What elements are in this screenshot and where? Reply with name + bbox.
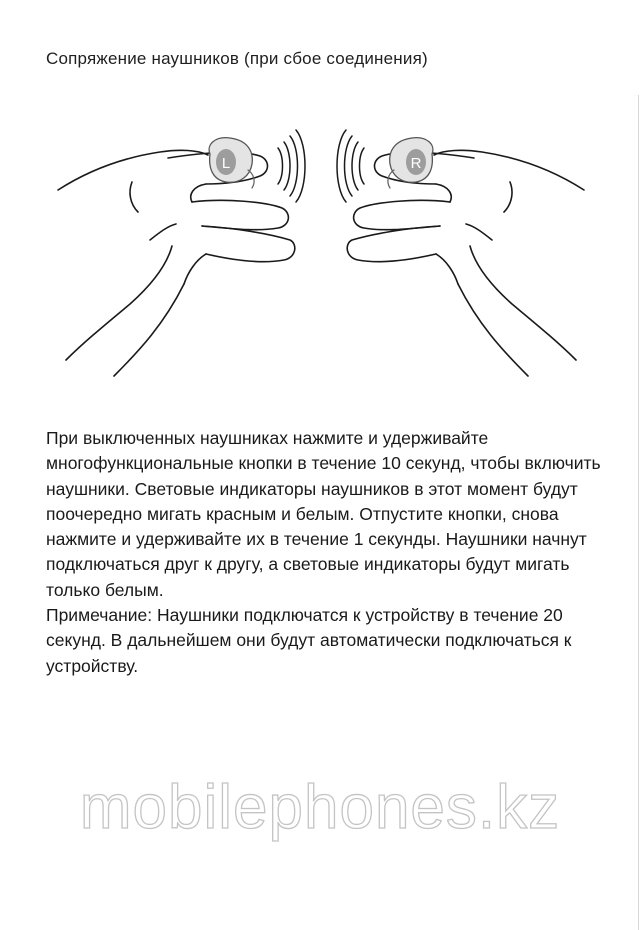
- left-signal-waves-icon: [278, 130, 305, 202]
- left-earbud-letter: L: [221, 155, 231, 172]
- instructions-paragraph: При выключенных наушниках нажмите и удерживайте многофункциональные кнопки в течение 10 секунд, чтобы включить наушники. Световые индикаторы наушников в этот момент будут поочередно мигать красным и белым. Отпустите кнопки, снова нажмите и удерживайте их в течение 1 секунды. Наушники начнут подключаться друг к другу, а световые индикаторы будут мигать только белым.: [46, 428, 601, 600]
- right-earbud-letter: R: [410, 155, 422, 172]
- instructions-note: Примечание: Наушники подключатся к устройству в течение 20 секунд. В дальнейшем они будут автоматически подключаться к устройству.: [46, 605, 572, 676]
- page-title: Сопряжение наушников (при сбое соединения): [46, 49, 428, 68]
- right-signal-waves-icon: [337, 130, 364, 202]
- left-hand-drawing: [58, 150, 295, 376]
- watermark: mobilephones.kz: [79, 773, 561, 842]
- instructions-text: [46, 426, 616, 679]
- right-hand-drawing: [347, 150, 584, 376]
- pairing-illustration: [56, 128, 586, 378]
